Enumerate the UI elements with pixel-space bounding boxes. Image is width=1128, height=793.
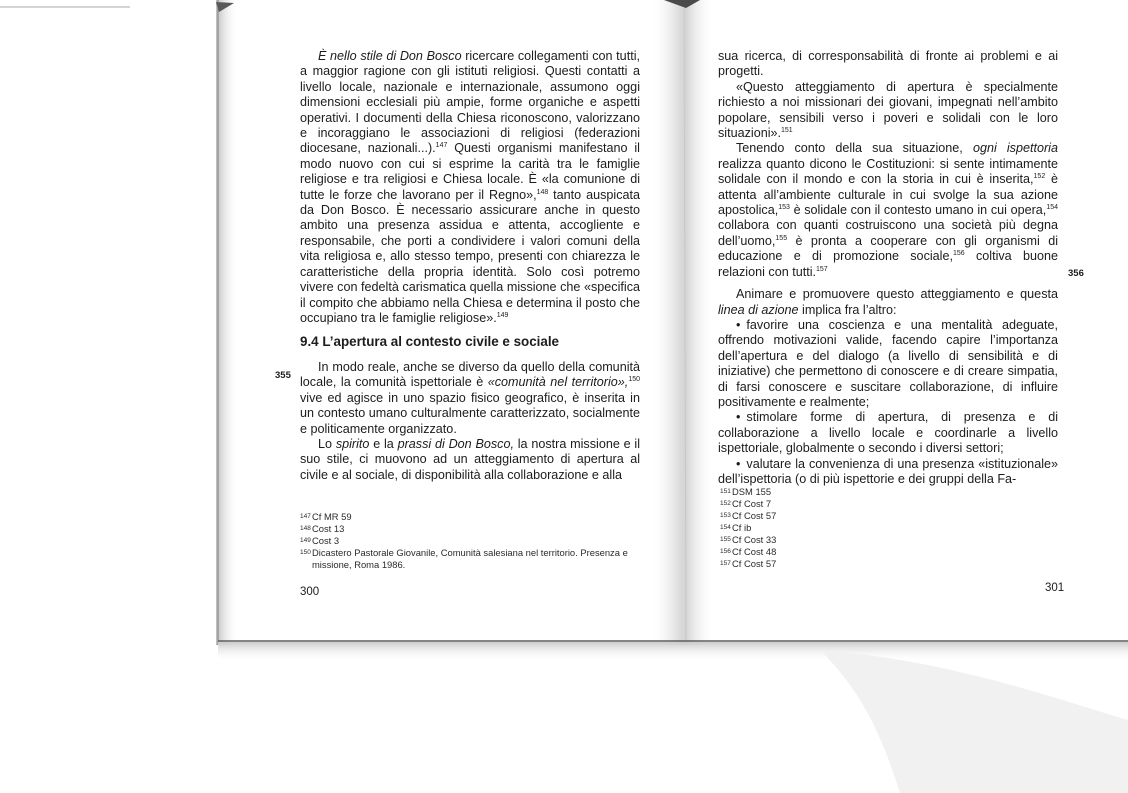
footnote [300,523,645,535]
italic-phrase: spirito [335,437,370,452]
footnote [300,511,645,523]
right-footnotes [720,486,920,570]
footnote-number: 154 [720,524,731,531]
section-heading: 9.4 L’apertura al contesto civile e sociale [300,334,560,349]
footnote-ref: 147 [435,142,448,150]
footnote-text: Cf Cost 57 [732,510,777,521]
text-span: è attenta all’ambiente culturale in cui svolge la sua azione apostolica, [718,172,1058,218]
footnote-ref: 148 [536,188,549,196]
footnote-number: 151 [720,488,731,495]
text-span: tanto auspicata da Don Bosco. È necessario assicurare anche in questo ambito una presenza assidua e attenta, accogliente e responsabile, che porti a condividere i valori comuni della vita religiosa e, allo stesso tempo, presenti con chiarezza le caratteristiche della propria identità. Solo così potremo vivere con fedeltà carismatica quella missione che «specifica il compito che abbiamo nella Chiesa e determina il posto che occupiano tra le famiglie religiose». [300,187,640,325]
footnote-ref: 149 [496,311,509,319]
footnote-number: 150 [300,549,311,556]
footnote-ref: 152 [1033,173,1046,181]
footnote [720,546,920,558]
page-number-right: 301 [1045,582,1065,594]
footnote [720,510,920,522]
footnote-text: Cf ib [732,522,752,533]
right-paragraph-4 [718,287,1058,318]
left-paragraph-3 [300,437,640,483]
footnote [720,498,920,510]
footnote-text: Cf MR 59 [312,511,352,522]
text-span: Questi organismi manifestano il modo nuovo con cui si esprime la carità tra le famiglie religiose e tra religiosi e Chiesa locale. È «la comunione di tutte le forze che lavorano per il Regno», [300,141,640,202]
page-number-left: 300 [300,586,320,598]
footnote-text: DSM 155 [732,486,772,497]
text-span: è solidale con il contesto umano in cui opera, [789,203,1047,218]
text-span: e la [369,437,398,452]
footnote-text: Cf Cost 7 [732,498,772,509]
footnote-ref: 157 [816,265,828,273]
footnote-number: 155 [720,536,731,543]
footnote-text: Cost 3 [312,535,340,546]
text-span: Lo [318,437,336,452]
footnote [300,535,645,547]
footnote [720,558,920,570]
right-paragraph-3 [718,141,1058,280]
text-span: ricercare collegamenti con tutti, a maggior ragione con gli istituti religiosi. Questi contatti a livello locale, nazionale e internazionale, assumono oggi dimensioni ecclesiali più ampie, forme organiche e aspetti operativi. I documenti della Chiesa riconoscono, valorizzano e incoraggiano le associazioni di religiosi (federazioni diocesane, nazionali...). [300,49,640,156]
left-page-text-2 [300,360,640,483]
footnote-ref: 156 [952,250,965,258]
italic-phrase: prassi di Don Bosco, [397,437,514,452]
footnote-ref: 153 [778,204,790,212]
margin-number: 355 [275,370,291,381]
footnote-number: 147 [300,513,311,520]
footnote-number: 157 [720,560,731,567]
text-span: è pronta a cooperare con gli organismi di educazione e di promozione sociale, [718,233,1058,264]
italic-phrase: È nello stile di Don Bosco [318,49,462,63]
left-footnotes [300,511,645,571]
footnote [720,486,920,498]
text-span: coltiva buone relazioni con tutti. [718,249,1058,279]
footnote-number: 156 [720,548,731,555]
right-page-text [718,49,1058,487]
footnote-text: Cf Cost 48 [732,546,777,557]
footnote-ref: 154 [1046,204,1058,212]
footnote-number: 149 [300,537,311,544]
text-span: Tenendo conto della sua situazione, [736,141,973,156]
text-span: «Questo atteggiamento di apertura è specialmente richiesto a noi missionari dei giovani, impegnati nell’ambito popolare, sensibili verso i poveri e solidali con le loro situazioni». [718,79,1058,141]
footnote-ref: 151 [781,127,793,135]
left-page-text [300,49,640,326]
list-item: • favorire una coscienza e una mentalità adeguate, offrendo motivazioni valide, facendo capire l’importanza dell’apertura e del dialogo (a livello di sensibilità e di iniziative) che permettono di conoscere e di creare simpatia, di farsi conoscere e suscitare collaborazione, di influire positivamente e realmente; [718,318,1058,410]
left-paragraph-1 [300,49,640,326]
text-span: collabora con quanti costruiscono una società più degna dell’uomo, [718,218,1058,248]
footnote-text: Dicastero Pastorale Giovanile, Comunità salesiana nel territorio. Presenza e missione, Roma 1986. [312,547,628,570]
footnote [720,534,920,546]
left-paragraph-2 [300,360,640,437]
footnote [720,522,920,534]
margin-number: 356 [1068,268,1084,279]
italic-phrase: «comunità nel territorio», [487,375,629,390]
text-span: vive ed agisce in uno spazio fisico geografico, è inserita in un contesto umano culturalmente caratterizzato, socialmente e politicamente organizzato. [300,390,640,436]
footnote-text: Cf Cost 33 [732,534,777,545]
footnote-ref: 155 [775,234,788,242]
list-item: • valutare la convenienza di una presenza «istituzionale» dell’ispettoria (o di più ispettorie e dei gruppi della Fa- [718,457,1058,488]
list-item: • stimolare forme di apertura, di presenza e di collaborazione a livello locale e coordinarle a livello ispettoriale, globalmente o secondo i diversi settori; [718,410,1058,456]
italic-phrase: linea di azione [718,302,799,317]
right-paragraph-2 [718,80,1058,142]
footnote-number: 153 [720,512,731,519]
footnote [300,547,645,571]
text-span: In modo reale, anche se diverso da quello della comunità locale, la comunità ispettoriale è [300,360,640,390]
footnote-text: Cf Cost 57 [732,558,777,569]
text-span: Animare e promuovere questo atteggiamento e questa [736,287,1058,302]
footnote-number: 152 [720,500,731,507]
right-paragraph-1: sua ricerca, di corresponsabilità di fronte ai problemi e ai progetti. [718,49,1058,79]
text-span: realizza quanto dicono le Costituzioni: si sente intimamente solidale con il mondo e con la storia in cui è inserita, [718,156,1058,187]
italic-phrase: ogni ispettoria [972,141,1058,156]
text-span: la nostra missione e il suo stile, ci muovono ad un atteggiamento di apertura al civile e al sociale, di disponibilità alla collaborazione e alla [300,437,641,482]
footnote-number: 148 [300,525,311,532]
footnote-ref: 150 [628,376,640,384]
text-span: implica fra l’altro: [798,302,897,317]
footnote-text: Cost 13 [312,523,345,534]
